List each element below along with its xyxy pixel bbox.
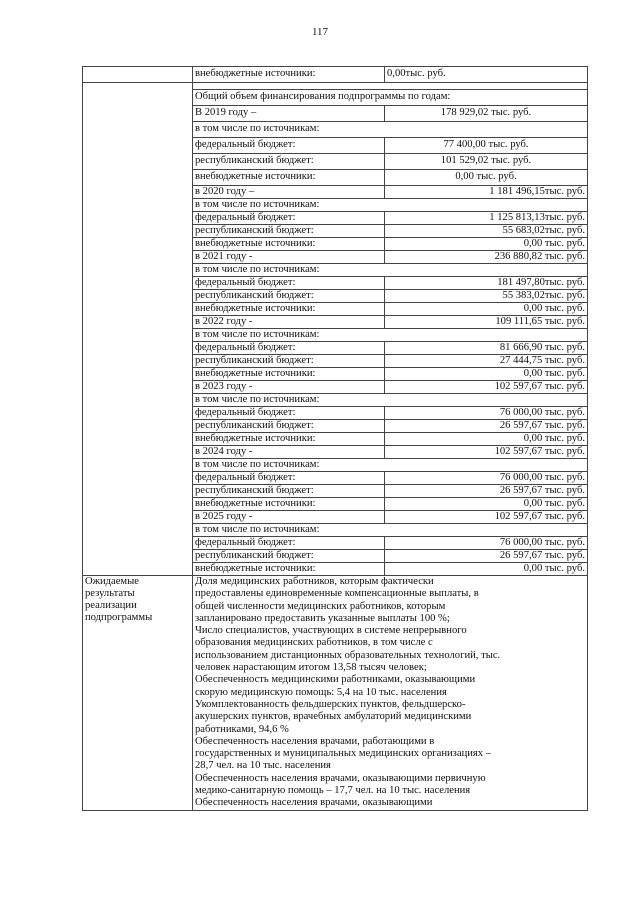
year-label: в 2023 году - bbox=[193, 381, 385, 394]
top-row bbox=[83, 67, 588, 83]
results-line: общей численности медицинских работников, которым bbox=[195, 600, 446, 612]
results-line: 28,7 чел. на 10 тыс. населения bbox=[195, 760, 331, 772]
financing-table bbox=[82, 66, 588, 811]
results-line: Обеспеченность населения врачами, работающими в bbox=[195, 735, 435, 747]
republic-amount: 101 529,02 тыс. руб. bbox=[385, 154, 588, 170]
results-title bbox=[83, 576, 193, 811]
results-line: образования медицинских работников, в том числе с bbox=[195, 637, 433, 649]
republic-label: республиканский бюджет: bbox=[193, 290, 385, 303]
federal-amount: 81 666,90 тыс. руб. bbox=[385, 342, 588, 355]
page-number: 117 bbox=[311, 26, 329, 38]
results-line: Укомплектованность фельдшерских пунктов, фельдшерско- bbox=[195, 698, 466, 710]
extra-amount: 0,00 тыс. руб. bbox=[385, 563, 588, 576]
year-total: 236 880,82 тыс. руб. bbox=[385, 251, 588, 264]
republic-label: республиканский бюджет: bbox=[193, 154, 385, 170]
republic-label: республиканский бюджет: bbox=[193, 550, 385, 563]
sources-note: в том числе по источникам: bbox=[193, 524, 588, 537]
year-total: 1 181 496,15тыс. руб. bbox=[385, 186, 588, 199]
sources-note: в том числе по источникам: bbox=[193, 199, 588, 212]
federal-label: федеральный бюджет: bbox=[193, 212, 385, 225]
year-total: 109 111,65 тыс. руб. bbox=[385, 316, 588, 329]
results-line: медико-санитарную помощь – 17,7 чел. на 10 тыс. населения bbox=[195, 785, 471, 797]
extra-label: внебюджетные источники: bbox=[193, 368, 385, 381]
year-total: 102 597,67 тыс. руб. bbox=[385, 446, 588, 459]
extra-amount: 0,00 тыс. руб. bbox=[385, 303, 588, 316]
republic-label: республиканский бюджет: bbox=[193, 355, 385, 368]
sources-note: в том числе по источникам: bbox=[193, 264, 588, 277]
republic-amount: 26 597,67 тыс. руб. bbox=[385, 485, 588, 498]
republic-amount: 55 383,02тыс. руб. bbox=[385, 290, 588, 303]
results-line: работниками, 94,6 % bbox=[195, 723, 289, 735]
republic-label: республиканский бюджет: bbox=[193, 420, 385, 433]
extra-label: внебюджетные источники: bbox=[193, 238, 385, 251]
extra-amount: 0,00 тыс. руб. bbox=[385, 368, 588, 381]
republic-amount: 26 597,67 тыс. руб. bbox=[385, 550, 588, 563]
extra-label: внебюджетные источники: bbox=[193, 170, 385, 186]
extra-amount: 0,00 тыс. руб. bbox=[385, 170, 588, 186]
year-label: в 2024 году - bbox=[193, 446, 385, 459]
results-title-line: Ожидаемые bbox=[85, 576, 139, 587]
federal-label: федеральный бюджет: bbox=[193, 138, 385, 154]
sources-note: в том числе по источникам: bbox=[193, 394, 588, 407]
year-total: 102 597,67 тыс. руб. bbox=[385, 381, 588, 394]
results-title-line: результаты bbox=[85, 588, 135, 599]
extra-label: внебюджетные источники: bbox=[193, 563, 385, 576]
federal-label: федеральный бюджет: bbox=[193, 342, 385, 355]
sources-note: в том числе по источникам: bbox=[193, 329, 588, 342]
financing-heading: Общий объем финансирования подпрограммы по годам: bbox=[193, 90, 588, 106]
extra-amount: 0,00 тыс. руб. bbox=[385, 238, 588, 251]
results-line: предоставлены единовременные компенсационные выплаты, в bbox=[195, 588, 479, 600]
top-row-amount: 0,00тыс. руб. bbox=[385, 67, 588, 83]
extra-amount: 0,00 тыс. руб. bbox=[385, 498, 588, 511]
republic-amount: 55 683,02тыс. руб. bbox=[385, 225, 588, 238]
results-line: запланировано предоставить указанные выплаты 100 %; bbox=[195, 612, 450, 624]
left-cell-empty bbox=[83, 67, 193, 83]
year-label: в 2020 году – bbox=[193, 186, 385, 199]
sources-note: в том числе по источникам: bbox=[193, 122, 588, 138]
federal-label: федеральный бюджет: bbox=[193, 537, 385, 550]
results-row bbox=[83, 576, 588, 811]
top-row-label: внебюджетные источники: bbox=[193, 67, 385, 83]
federal-amount: 76 000,00 тыс. руб. bbox=[385, 407, 588, 420]
financing-left-cell bbox=[83, 83, 193, 576]
year-total: 178 929,02 тыс. руб. bbox=[385, 106, 588, 122]
results-line: Число специалистов, участвующих в системе непрерывного bbox=[195, 625, 467, 637]
republic-amount: 27 444,75 тыс. руб. bbox=[385, 355, 588, 368]
results-line: скорую медицинскую помощь: 5,4 на 10 тыс. населения bbox=[195, 686, 447, 698]
federal-amount: 1 125 813,13тыс. руб. bbox=[385, 212, 588, 225]
results-line: акушерских пунктов, врачебных амбулаторий медицинскими bbox=[195, 711, 472, 723]
republic-amount: 26 597,67 тыс. руб. bbox=[385, 420, 588, 433]
federal-amount: 76 000,00 тыс. руб. bbox=[385, 537, 588, 550]
year-label: в 2021 году - bbox=[193, 251, 385, 264]
federal-label: федеральный бюджет: bbox=[193, 407, 385, 420]
extra-label: внебюджетные источники: bbox=[193, 303, 385, 316]
results-line: использованием дистанционных образовательных технологий, тыс. bbox=[195, 649, 501, 661]
results-line: человек нарастающим итогом 13,58 тысяч человек; bbox=[195, 662, 427, 674]
extra-label: внебюджетные источники: bbox=[193, 498, 385, 511]
year-total: 102 597,67 тыс. руб. bbox=[385, 511, 588, 524]
year-label: В 2019 году – bbox=[193, 106, 385, 122]
sources-note: в том числе по источникам: bbox=[193, 459, 588, 472]
republic-label: республиканский бюджет: bbox=[193, 225, 385, 238]
federal-label: федеральный бюджет: bbox=[193, 472, 385, 485]
year-label: в 2022 году - bbox=[193, 316, 385, 329]
results-line: Обеспеченность населения врачами, оказывающими bbox=[195, 797, 433, 809]
extra-amount: 0,00 тыс. руб. bbox=[385, 433, 588, 446]
results-line: государственных и муниципальных медицинских организациях – bbox=[195, 748, 492, 760]
results-text bbox=[193, 576, 588, 811]
federal-label: федеральный бюджет: bbox=[193, 277, 385, 290]
results-line: Обеспеченность населения врачами, оказывающими первичную bbox=[195, 772, 486, 784]
results-title-line: реализации bbox=[85, 600, 137, 611]
federal-amount: 76 000,00 тыс. руб. bbox=[385, 472, 588, 485]
extra-label: внебюджетные источники: bbox=[193, 433, 385, 446]
results-line: Доля медицинских работников, которым фактически bbox=[195, 576, 434, 587]
federal-amount: 181 497,80тыс. руб. bbox=[385, 277, 588, 290]
results-title-line: подпрограммы bbox=[85, 612, 153, 623]
republic-label: республиканский бюджет: bbox=[193, 485, 385, 498]
results-line: Обеспеченность медицинскими работниками, оказывающими bbox=[195, 674, 476, 686]
federal-amount: 77 400,00 тыс. руб. bbox=[385, 138, 588, 154]
year-label: в 2025 году - bbox=[193, 511, 385, 524]
spacer-row bbox=[83, 83, 588, 90]
